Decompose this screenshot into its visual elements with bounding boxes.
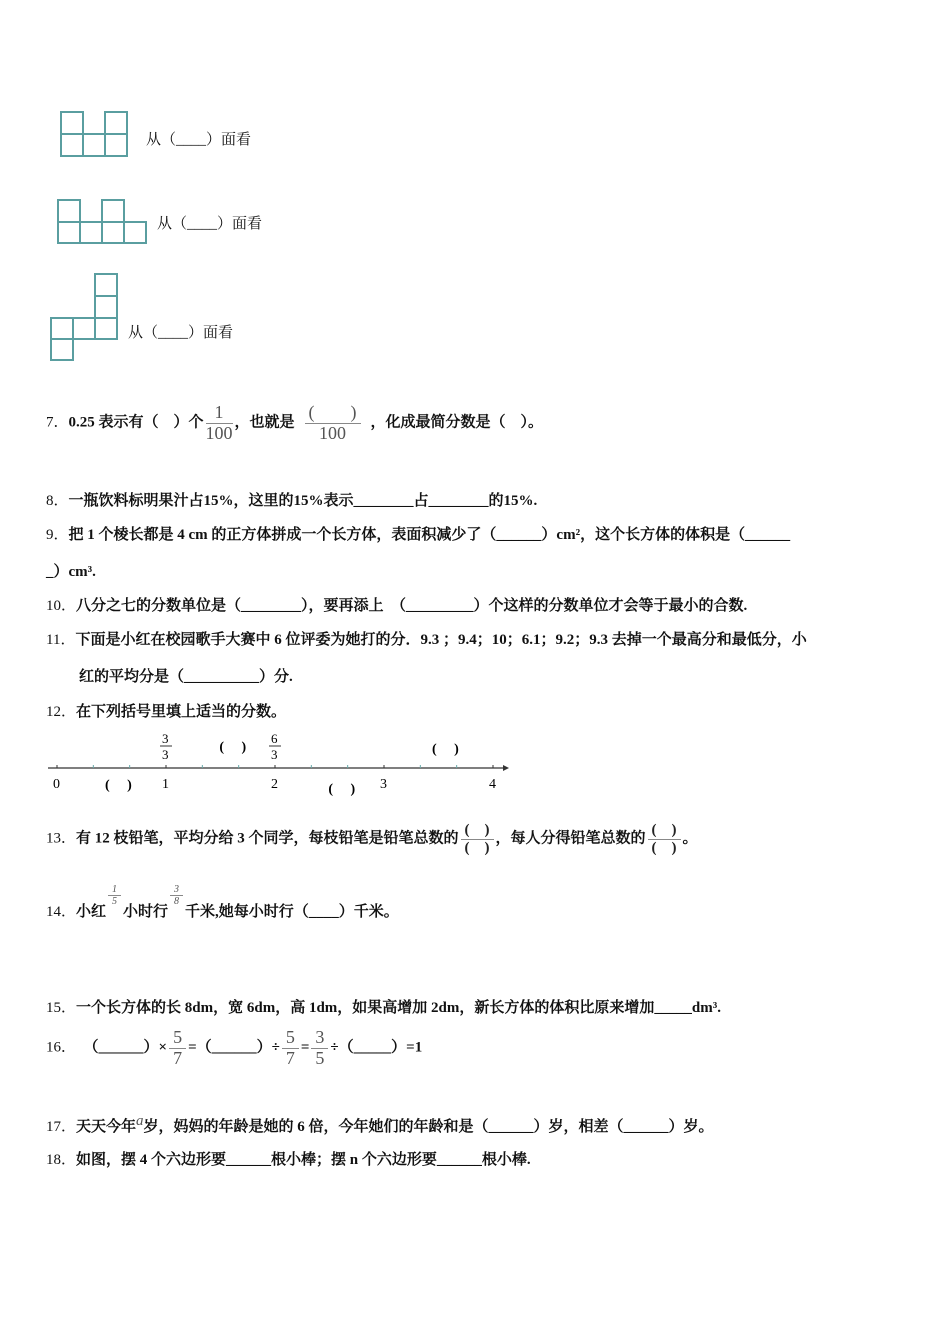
question-9-cont: _）cm³.	[46, 564, 96, 580]
question-9: 9．把 1 个棱长都是 4 cm 的正方体拼成一个长方体，表面积减少了（______）cm²，这个长方体的体积是（______	[46, 527, 791, 543]
axis-label: 4	[489, 777, 496, 792]
question-16: 16． （______）× $\frac{5}{7}$ =（______）÷ $\frac{5}{7}$ = $\frac{3}{5}$ ÷（_____）=1	[46, 1027, 423, 1068]
fraction-numerator: 3	[162, 731, 169, 746]
fraction-denominator: 3	[162, 747, 169, 762]
question-10: 10．八分之七的分数单位是（________），要再添上 （_________）个这样的分数单位才会等于最小的合数.	[46, 598, 748, 614]
fraction-numerator: 6	[271, 731, 278, 746]
question-15: 15．一个长方体的长 8dm，宽 6dm，高 1dm，如果高增加 2dm，新长方体的体积比原来增加_____dm³.	[46, 1000, 721, 1016]
axis-arrow	[503, 765, 509, 771]
axis-label: 1	[162, 777, 169, 792]
question-7: 7．0.25 表示有（ ）个 $\frac{1}{100}$ ，也就是 $\frac{( )}{100}$ ，化成最简分数是（ ）。	[46, 402, 544, 443]
answer-blank: ( )	[328, 782, 356, 797]
view-label-1: 从（____）面看	[146, 132, 252, 148]
question-11-cont: 红的平均分是（__________）分.	[79, 669, 293, 685]
view-figure-2	[58, 200, 146, 243]
question-11: 11．下面是小红在校园歌手大赛中 6 位评委为她打的分．9.3 ；9.4；10；6.1；9.2；9.3 去掉一个最高分和最低分，小	[46, 632, 807, 648]
axis-label: 0	[53, 777, 60, 792]
view-figure-3	[51, 274, 117, 360]
answer-blank: ( )	[219, 740, 247, 755]
answer-blank: ( )	[104, 778, 132, 793]
number-line	[0, 725, 540, 800]
view-figure-1	[61, 112, 127, 156]
axis-label: 3	[380, 777, 387, 792]
view-label-3: 从（____）面看	[128, 325, 234, 341]
fraction-denominator: 3	[271, 747, 278, 762]
view-label-2: 从（____）面看	[157, 216, 263, 232]
question-13: 13．有 12 枝铅笔，平均分给 3 个同学，每枝铅笔是铅笔总数的 $\frac{( )}{( )}$ ，每人分得铅笔总数的 $\frac{( )}{( )}$ 。	[46, 822, 698, 856]
question-8: 8．一瓶饮料标明果汁占15%，这里的15%表示________占________的15%.	[46, 493, 538, 509]
question-12: 12．在下列括号里填上适当的分数。	[46, 704, 287, 720]
answer-blank: ( )	[431, 742, 459, 757]
axis-label: 2	[271, 777, 278, 792]
question-17: 17．天天今年a岁，妈妈的年龄是她的 6 倍，今年她们的年龄和是（______）岁，相差（______）岁。	[46, 1113, 714, 1135]
question-14: 14．小红 $\frac{1}{5}$ 小时行 $\frac{3}{8}$ 千米,她每小时行（____）千米。	[46, 884, 399, 920]
question-18: 18．如图，摆 4 个六边形要______根小棒；摆 n 个六边形要______根小棒.	[46, 1152, 531, 1168]
